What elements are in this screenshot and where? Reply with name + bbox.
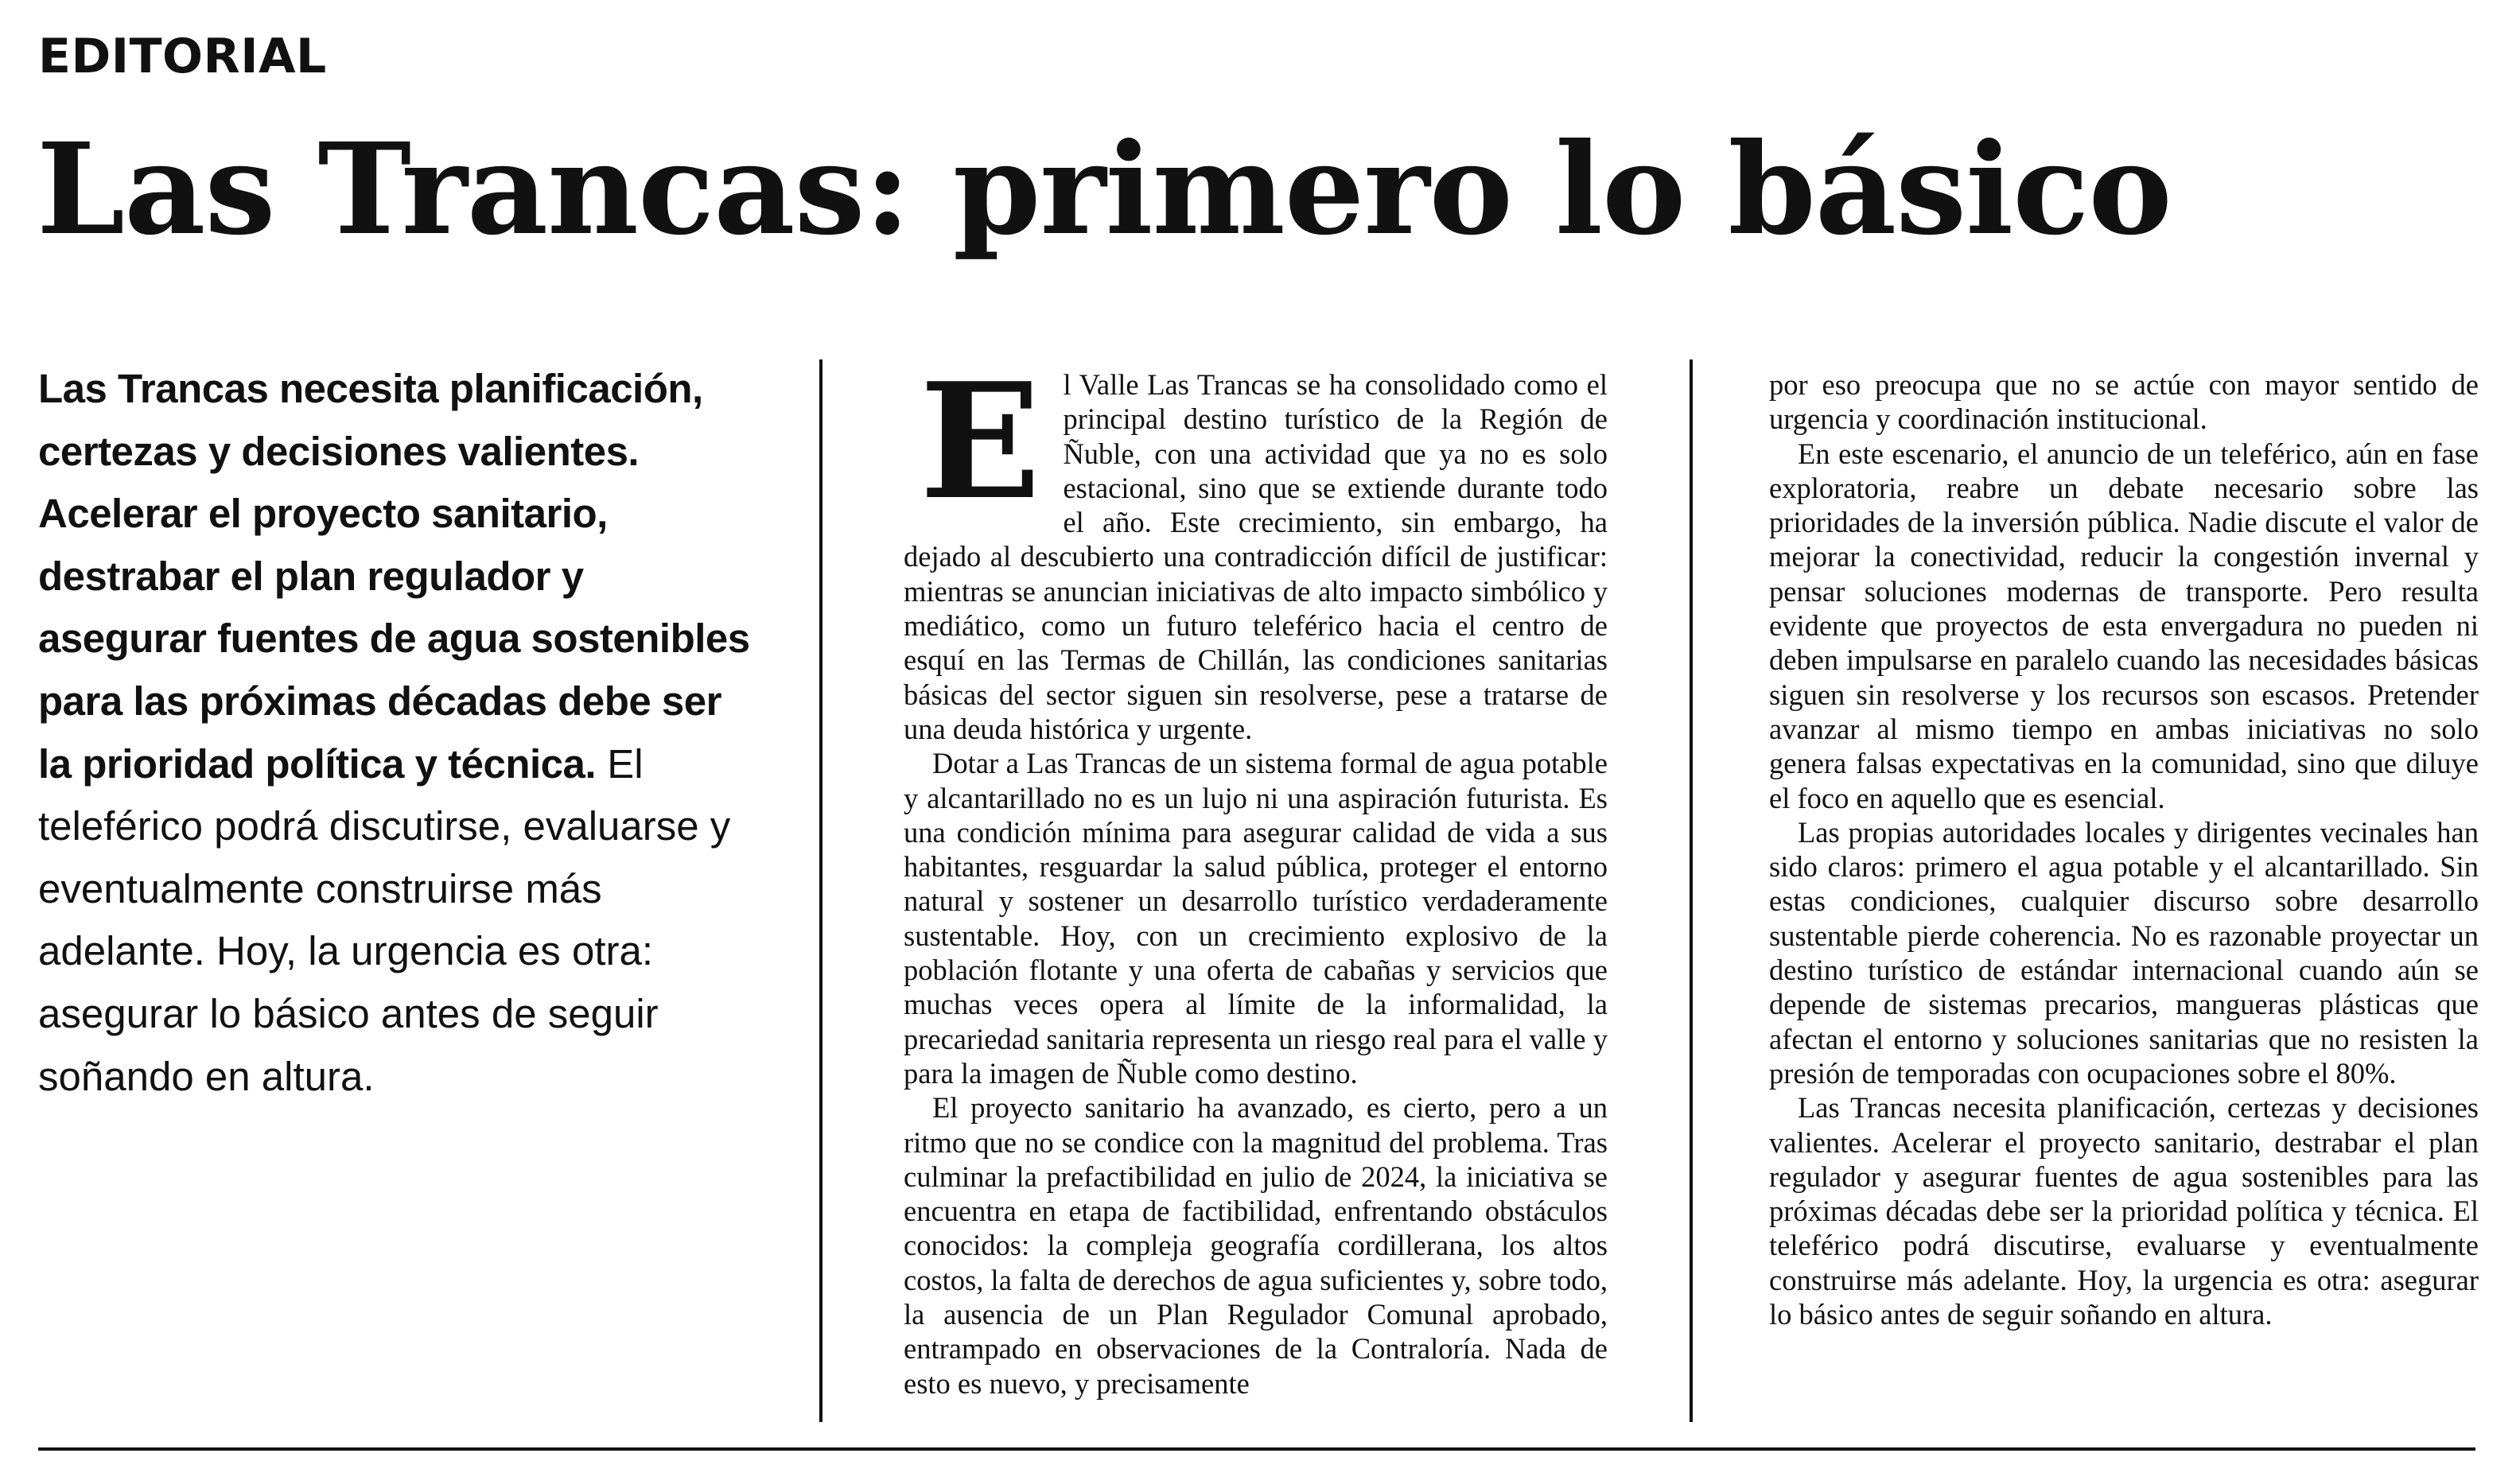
paragraph xyxy=(904,348,1608,746)
column-divider-2 xyxy=(1690,359,1693,1422)
paragraph: Las propias autoridades locales y dirigentes vecinales han sido claros: primero el agua potable y el alcantarillado. Sin estas condiciones, cualquier discurso sobre desarrollo sustentable pierde coherencia. No es razonable proyectar un destino turístico de estándar internacional cuando aún se depende de sistemas precarios, mangueras plásticas que afectan el entorno y soluciones sanitarias que no resisten la presión de temporadas con ocupaciones sobre el 80%. xyxy=(1769,815,2479,1090)
lead-bold-text: Las Trancas necesita planificación, certezas y decisiones valientes. Acelerar el proyecto sanitario, destrabar el plan regulador y asegurar fuentes de agua sostenibles para las próximas décadas debe ser la prioridad política y técnica. xyxy=(38,366,750,787)
paragraph: En este escenario, el anuncio de un teleférico, aún en fase exploratoria, reabre un debate necesario sobre las prioridades de la inversión pública. Nadie discute el valor de mejorar la conectividad, reducir la congestión invernal y pensar soluciones modernas de transporte. Pero resulta evidente que proyectos de esta envergadura no pueden ni deben impulsarse en paralelo cuando las necesidades básicas siguen sin resolverse y los recursos son escasos. Pretender avanzar al mismo tiempo en ambas iniciativas no solo genera falsas expectativas en la comunidad, sino que diluye el foco en aquello que es esencial. xyxy=(1769,437,2479,814)
paragraph-text: l Valle Las Trancas se ha consolidado como el principal destino turístico de la Región de Ñuble, con una actividad que ya no es solo estacional, sino que se extiende durante todo el año. Este crecimiento, sin embargo, ha dejado al descubierto una contradicción difícil de justificar: mientras se anuncian iniciativas de alto impacto simbólico y mediático, como un futuro teleférico hacia el centro de esquí en las Termas de Chillán, las condiciones sanitarias básicas del sector siguen sin resolverse, pese a tratarse de una deuda histórica y urgente. xyxy=(904,368,1608,745)
body-column-2 xyxy=(1769,367,2479,1331)
headline: Las Trancas: primero lo básico xyxy=(37,116,2172,263)
bottom-rule xyxy=(38,1447,2475,1451)
paragraph: por eso preocupa que no se actúe con mayor sentido de urgencia y coordinación institucional. xyxy=(1769,368,2479,436)
paragraph: El proyecto sanitario ha avanzado, es cierto, pero a un ritmo que no se condice con la magnitud del problema. Tras culminar la prefactibilidad en julio de 2024, la iniciativa se encuentra en etapa de factibilidad, enfrentando obstáculos conocidos: la compleja geografía cordillerana, los altos costos, la falta de derechos de agua suficientes y, sobre todo, la ausencia de un Plan Regulador Comunal aprobado, entrampado en observaciones de la Contraloría. Nada de esto es nuevo, y precisamente xyxy=(904,1091,1608,1400)
section-label: EDITORIAL xyxy=(38,29,327,84)
column-divider-1 xyxy=(819,359,822,1422)
paragraph: Dotar a Las Trancas de un sistema formal de agua potable y alcantarillado no es un lujo ni una aspiración futurista. Es una condición mínima para asegurar calidad de vida a sus habitantes, resguardar la salud pública, proteger el entorno natural y sostener un desarrollo turístico verdaderamente sustentable. Hoy, con un crecimiento explosivo de la población flotante y una oferta de cabañas y servicios que muchas veces opera al límite de la informalidad, la precariedad sanitaria representa un riesgo real para el valle y para la imagen de Ñuble como destino. xyxy=(904,747,1608,1090)
lead-light-text: El teleférico podrá discutirse, evaluarse y eventualmente construirse más adelante. Hoy, la urgencia es otra: asegurar lo básico antes de seguir soñando en altura. xyxy=(38,740,731,1099)
body-column-1 xyxy=(904,348,1608,1401)
sidebar-lead xyxy=(38,358,754,1108)
drop-cap: E xyxy=(920,348,1041,535)
paragraph: Las Trancas necesita planificación, certezas y decisiones valientes. Acelerar el proyecto sanitario, destrabar el plan regulador y asegurar fuentes de agua sostenibles para las próximas décadas debe ser la prioridad política y técnica. El teleférico podrá discutirse, evaluarse y eventualmente construirse más adelante. Hoy, la urgencia es otra: asegurar lo básico antes de seguir soñando en altura. xyxy=(1769,1091,2479,1331)
